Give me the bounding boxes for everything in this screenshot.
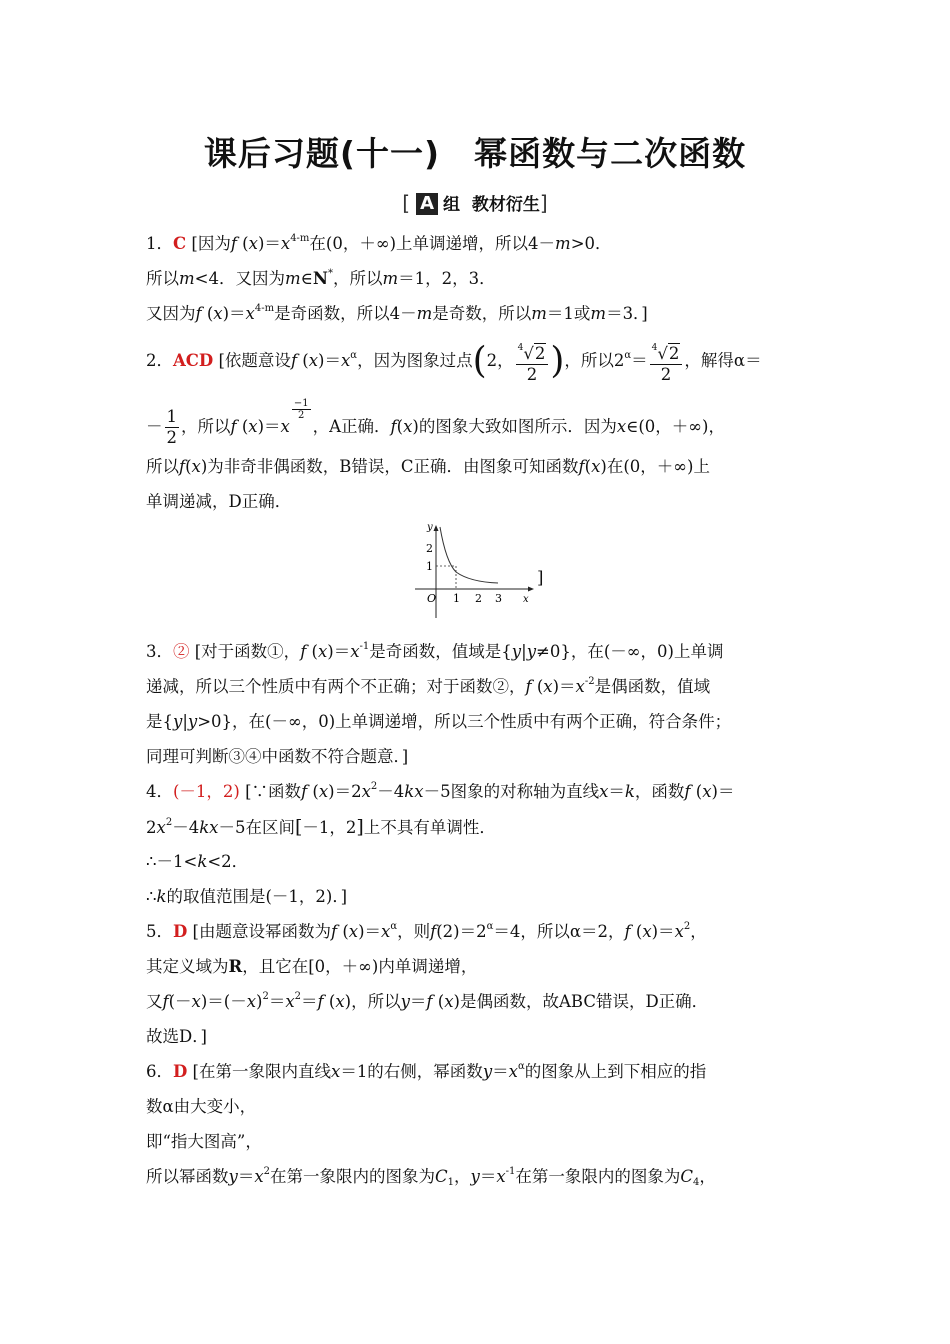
q5-line1: 5．D [由题意设幂函数为f $(x)=x^\alpha$，则$f(2)=2^\alpha=4$，所以α＝2，f $(x)=x^2$， (146, 921, 707, 941)
graph-xtick: 1 (453, 592, 460, 605)
q1-line3: 又因为f $(x)=x^{4-m}$是奇函数，所以4－m是奇数，所以m＝1或m＝3．] (146, 303, 648, 323)
curve-x-pow-neg-half (440, 527, 498, 583)
graph-xtick: 2 (475, 592, 482, 605)
q5-line2: 其定义域为R，且它在[0，＋∞)内单调递增， (146, 957, 478, 976)
q2-half-frac: $\frac{1}{2}$ (166, 407, 177, 447)
q1-line1: 1．C [因为f $(x)=x^{4-m}$在(0，＋∞)上单调递增，所以4－m>0． (146, 233, 612, 253)
q2-line1: 2．ACD [依题意设f $(x)=x^\alpha$，因为图象过点(2， $\frac{^4√2}{2}$ )，所以$2^\alpha=$ $\frac{^4√2}{2}$ ，解得α＝ (146, 338, 762, 384)
q4-line4: ∴k的取值范围是(－1，2)．] (146, 887, 348, 906)
q4-line3: ∴－1<k<2． (146, 852, 249, 871)
graph-xtick: 3 (495, 592, 502, 605)
q1-line2: 所以m<4．又因为m∈N*，所以m＝1，2，3． (146, 268, 496, 288)
q3-line3: 是{y|y>0}，在(－∞，0)上单调递增，所以三个性质中有两个正确，符合条件； (146, 712, 732, 731)
q1-answer: C (173, 234, 187, 253)
x-axis-arrow (528, 587, 534, 592)
q6-line4: 所以幂函数$y=x^2$在第一象限内的图象为$C_1$，$y=x^{-1}$在第一象限内的图象为$C_4$， (146, 1166, 716, 1188)
graph-ytick: 2 (426, 542, 433, 555)
q2-close-bracket: ] (537, 568, 544, 587)
q3-answer: ② (173, 642, 190, 661)
q4-line1: 4．(－1，2) [∵函数f $(x)=2x^2-4kx-5$图象的对称轴为直线x＝k，函数f (x)＝ (146, 781, 735, 801)
q2-answer: ACD (173, 351, 214, 370)
q4-line2: $2x^2-4kx-5$在区间[－1，2]上不具有单调性． (146, 816, 496, 838)
group-name: 组 (443, 195, 460, 215)
graph-origin: O (427, 592, 437, 605)
q6-line1: 6．D [在第一象限内直线x＝1的右侧，幂函数$y=x^\alpha$的图象从上到下相应的指 (146, 1061, 707, 1081)
q2-line4: 单调递减，D正确． (146, 492, 292, 511)
q5-line4: 故选D．] (146, 1027, 207, 1046)
page-title: 课后习题(十一) 幂函数与二次函数 (203, 134, 747, 173)
graph-xlabel: x (523, 594, 529, 605)
group-bracket-close: ] (539, 191, 548, 215)
graph-ytick: 1 (426, 560, 433, 573)
q2-point-frac: $\frac{^4√2}{2}$ (516, 338, 549, 385)
q3-line1: 3．② [对于函数①，f $(x)=x^{-1}$是奇函数，值域是{y|y≠0}，在(－∞，0)上单调 (146, 641, 724, 661)
q2-line3: 所以f(x)为非奇非偶函数，B错误，C正确．由图象可知函数f(x)在(0，＋∞)上 (146, 457, 710, 476)
q6-line3: 即“指大图高”， (146, 1132, 262, 1151)
q5-line3: 又$f(-x)=(-x)^2=x^2=f$ (x)，所以y＝f (x)是偶函数，故ABC错误，D正确． (146, 991, 709, 1011)
q5-answer: D (173, 922, 188, 941)
q4-answer: (－1，2) (173, 782, 240, 801)
group-letter: A (416, 193, 438, 215)
y-axis-arrow (434, 525, 439, 531)
group-header (0, 190, 950, 215)
group-bracket-open: [ (402, 191, 411, 215)
q2-line2: － $\frac{1}{2}$ ，所以f (x)＝x $\frac{-1}{2}$ ，A正确．f(x)的图象大致如图所示．因为x∈(0，＋∞)， (146, 398, 725, 447)
q2-exp-frac: $\frac{-1}{2}$ (293, 398, 309, 421)
q3-line2: 递减，所以三个性质中有两个不正确；对于函数②，f $(x)=x^{-2}$是偶函数，值域 (146, 676, 711, 696)
group-subtitle: 教材衍生 (471, 195, 540, 215)
q2-root-frac: $\frac{^4√2}{2}$ (650, 338, 683, 385)
q3-line4: 同理可判断③④中函数不符合题意．] (146, 747, 409, 766)
q6-answer: D (173, 1062, 188, 1081)
q6-line2: 数α由大变小， (146, 1097, 257, 1116)
graph-ylabel: y (427, 522, 433, 533)
